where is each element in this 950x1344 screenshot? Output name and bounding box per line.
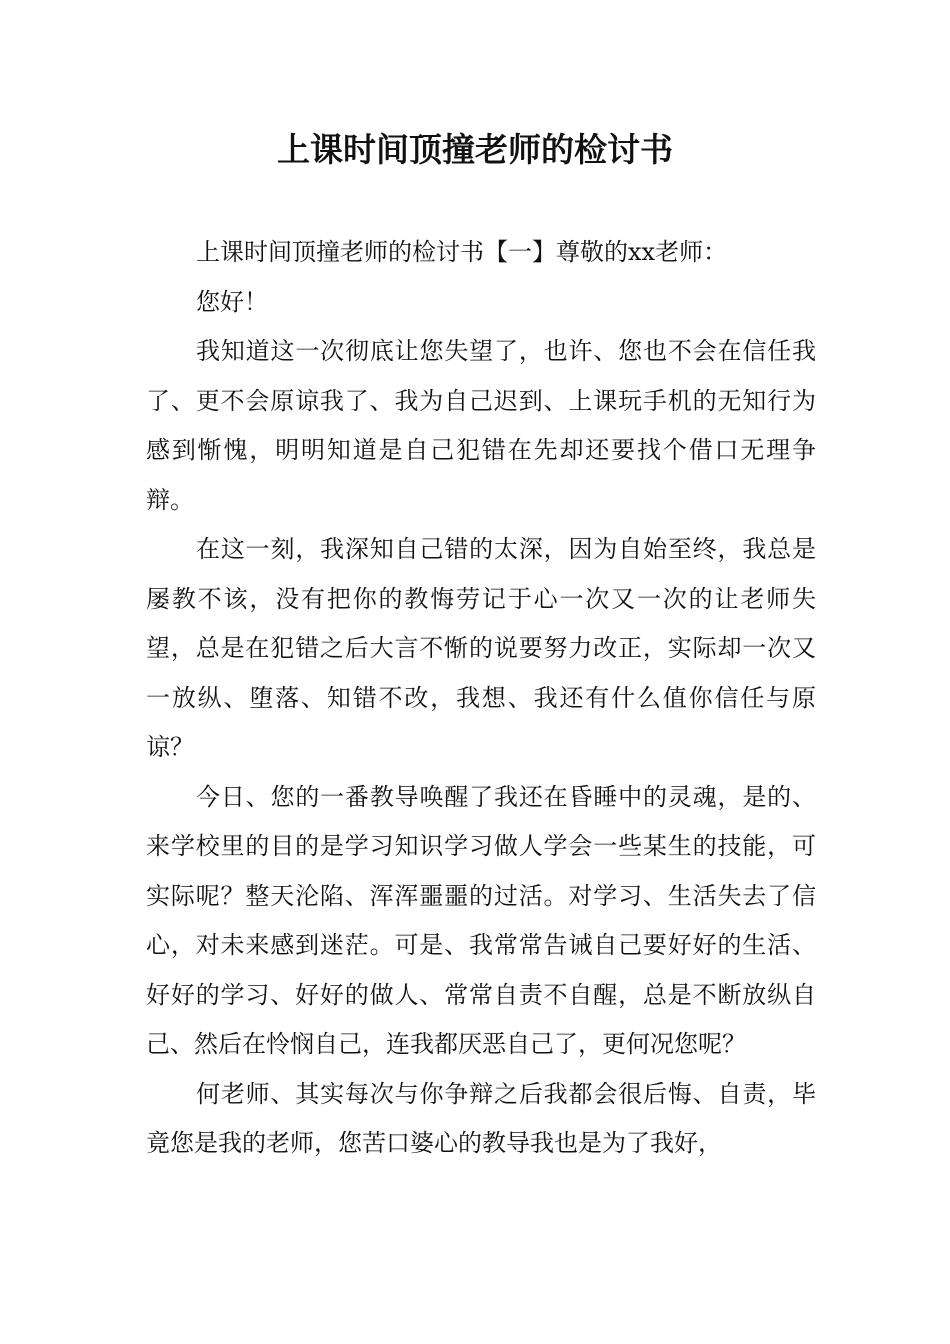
- document-body: [146, 228, 816, 1169]
- paragraph-greeting: 您好！: [196, 287, 268, 316]
- paragraph-1: 我知道这一次彻底让您失望了，也许、您也不会在信任我了、更不会原谅我了、我为自己迟到、上课玩手机的无知行为感到惭愧，明明知道是自己犯错在先却还要找个借口无理争辩。: [146, 337, 816, 514]
- paragraph-2: 在这一刻，我深知自己错的太深，因为自始至终，我总是屡教不该，没有把你的教悔劳记于心一次又一次的让老师失望，总是在犯错之后大言不惭的说要努力改正，实际却一次又一放纵、堕落、知错不改，我想、我还有什么值你信任与原谅？: [146, 535, 816, 761]
- paragraph-4: 何老师、其实每次与你争辩之后我都会很后悔、自责，毕竟您是我的老师，您苦口婆心的教导我也是为了我好，: [146, 1079, 816, 1157]
- paragraph-heading-line: 上课时间顶撞老师的检讨书【一】尊敬的xx老师：: [196, 238, 728, 266]
- paragraph-3: 今日、您的一番教导唤醒了我还在昏睡中的灵魂，是的、来学校里的目的是学习知识学习做人学会一些某生的技能，可实际呢？整天沦陷、浑浑噩噩的过活。对学习、生活失去了信心，对未来感到迷茫。可是、我常常告诫自己要好好的生活、好好的学习、好好的做人、常常自责不自醒，总是不断放纵自己、然后在怜悯自己，连我都厌恶自己了，更何况您呢？: [146, 782, 816, 1058]
- document-title: 上课时间顶撞老师的检讨书: [277, 130, 673, 169]
